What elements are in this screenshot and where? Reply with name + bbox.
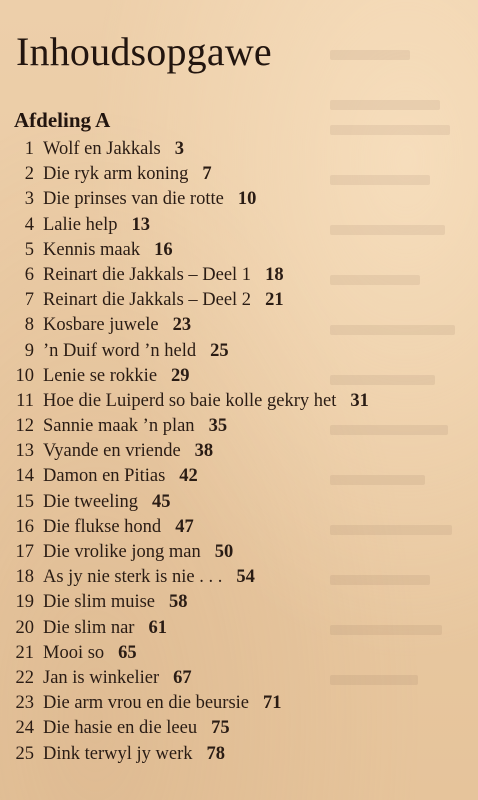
toc-entry	[0, 515, 478, 540]
toc-entry-title: ’n Duif word ’n held	[43, 340, 197, 361]
toc-entry	[0, 742, 478, 767]
toc-entry-number: 22	[15, 667, 34, 688]
toc-entry-number: 13	[15, 441, 34, 462]
toc-entry-title: Reinart die Jakkals – Deel 1	[43, 264, 252, 285]
toc-entry-number: 18	[15, 567, 34, 588]
toc-entry-title: Jan is winkelier	[43, 667, 160, 688]
toc-entry-title: Reinart die Jakkals – Deel 2	[43, 290, 252, 311]
toc-entry-title: Mooi so	[43, 642, 105, 663]
toc-entry	[0, 187, 478, 212]
toc-entry-page-number: 47	[175, 516, 194, 537]
toc-entry-title: Lenie se rokkie	[43, 365, 158, 386]
toc-entry-title: Kosbare juwele	[43, 315, 159, 336]
toc-entry-title: Die vrolike jong man	[43, 542, 201, 562]
toc-entry	[0, 238, 478, 263]
toc-entry-number: 14	[15, 466, 34, 487]
toc-entry	[0, 263, 478, 288]
toc-entry-title: Hoe die Luiperd so baie kolle gekry het	[43, 390, 337, 411]
toc-entry-page-number: 65	[118, 642, 137, 663]
toc-entry-number: 21	[15, 642, 34, 663]
toc-entry-page-number: 13	[131, 214, 150, 235]
toc-entry	[0, 339, 478, 364]
toc-entry-title: Die arm vrou en die beursie	[43, 693, 249, 714]
toc-entry-title: Die prinses van die rotte	[43, 189, 224, 210]
toc-entry-page-number: 45	[152, 491, 171, 512]
toc-entry-number: 7	[24, 290, 34, 311]
toc-entry	[0, 464, 478, 489]
toc-entry	[0, 313, 478, 338]
toc-entry	[0, 490, 478, 515]
toc-entry-page-number: 78	[206, 743, 226, 764]
toc-entry	[0, 716, 478, 741]
toc-entry-page-number: 58	[169, 592, 188, 613]
toc-entry	[0, 162, 478, 187]
toc-entry-title: Sannie maak ’n plan	[43, 416, 195, 437]
toc-entry-page-number: 31	[350, 390, 369, 411]
toc-entry-page-number: 21	[265, 290, 284, 311]
toc-entry	[0, 414, 478, 439]
table-of-contents	[0, 137, 478, 767]
toc-entry-page-number: 35	[208, 416, 228, 437]
toc-entry-title: Die tweeling	[43, 491, 139, 512]
toc-entry-number: 12	[15, 416, 34, 437]
toc-entry-page-number: 71	[263, 693, 282, 714]
toc-entry	[0, 616, 478, 641]
toc-entry-page-number: 54	[236, 567, 255, 588]
toc-entry	[0, 565, 478, 590]
toc-entry-number: 25	[15, 743, 34, 764]
toc-entry-title: As jy nie sterk is nie . . .	[43, 567, 223, 588]
toc-entry	[0, 641, 478, 666]
toc-entry-title: Wolf en Jakkals	[43, 139, 161, 159]
toc-entry-page-number: 50	[214, 542, 234, 562]
toc-entry-number: 24	[15, 718, 34, 739]
toc-entry-page-number: 16	[154, 239, 173, 260]
toc-entry-number: 17	[15, 542, 34, 562]
toc-entry-number: 5	[24, 239, 34, 260]
toc-entry-page-number: 25	[210, 340, 229, 361]
toc-entry-number: 20	[15, 617, 34, 638]
toc-entry-page-number: 23	[172, 315, 192, 336]
toc-entry-page-number: 29	[171, 365, 190, 386]
toc-entry	[0, 364, 478, 389]
toc-entry-page-number: 3	[174, 139, 184, 159]
toc-entry-title: Dink terwyl jy werk	[43, 743, 193, 764]
toc-entry-page-number: 61	[148, 617, 167, 638]
toc-entry-title: Die slim nar	[43, 617, 135, 638]
toc-entry-number: 6	[24, 264, 34, 285]
toc-entry-page-number: 38	[194, 441, 214, 462]
toc-entry-number: 3	[24, 189, 34, 210]
toc-entry	[0, 389, 478, 414]
toc-entry-title: Lalie help	[43, 214, 118, 235]
toc-entry-number: 2	[24, 164, 34, 185]
section-heading: Afdeling A	[14, 108, 111, 132]
toc-entry-number: 4	[24, 214, 34, 235]
page-title: Inhoudsopgawe	[16, 29, 272, 74]
toc-entry-number: 15	[15, 491, 34, 512]
toc-entry-page-number: 10	[237, 189, 257, 210]
toc-entry-page-number: 18	[265, 264, 284, 285]
toc-entry-page-number: 42	[179, 466, 198, 487]
toc-entry-number: 16	[15, 516, 34, 537]
toc-entry	[0, 439, 478, 464]
toc-entry-title: Damon en Pitias	[43, 466, 166, 487]
toc-entry-title: Die hasie en die leeu	[43, 718, 198, 739]
toc-entry	[0, 213, 478, 238]
toc-entry-number: 11	[16, 390, 34, 411]
toc-entry-number: 19	[15, 592, 34, 613]
toc-entry-number: 1	[24, 139, 34, 159]
toc-entry-title: Kennis maak	[43, 239, 141, 260]
toc-entry-title: Die ryk arm koning	[43, 164, 189, 185]
toc-entry	[0, 590, 478, 615]
toc-entry	[0, 540, 478, 565]
toc-entry-number: 9	[24, 340, 34, 361]
toc-entry	[0, 691, 478, 716]
toc-entry-number: 8	[24, 315, 34, 336]
toc-entry-page-number: 75	[211, 718, 230, 739]
toc-entry-page-number: 67	[173, 667, 192, 688]
toc-entry-title: Vyande en vriende	[43, 441, 181, 462]
toc-entry-title: Die flukse hond	[43, 516, 162, 537]
toc-entry-number: 10	[15, 365, 34, 386]
toc-entry-number: 23	[15, 693, 34, 714]
toc-entry-title: Die slim muise	[43, 592, 156, 613]
toc-entry	[0, 288, 478, 313]
toc-entry-page-number: 7	[202, 164, 212, 185]
toc-entry	[0, 666, 478, 691]
toc-entry	[0, 137, 478, 162]
